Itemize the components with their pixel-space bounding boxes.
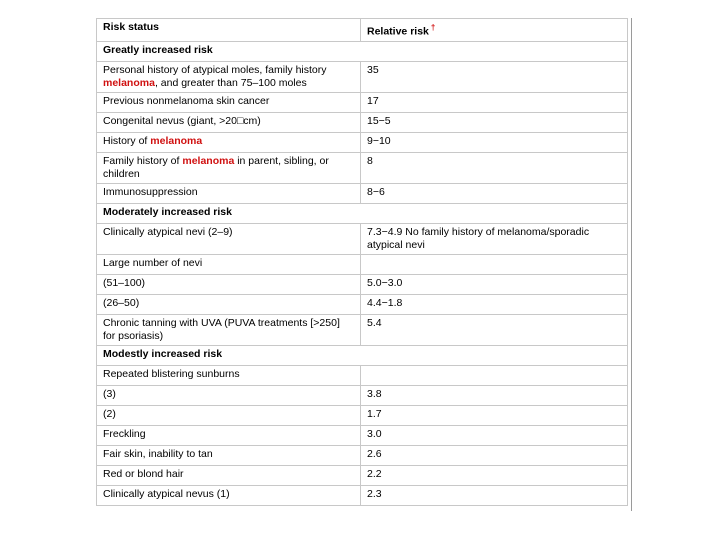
risk-status-cell [97,314,361,345]
risk-status-cell [97,274,361,294]
table-row [97,274,628,294]
status-text: Previous nonmelanoma skin cancer [103,94,270,107]
relative-risk-cell: 3.8 [361,385,628,405]
table-row [97,152,628,183]
table-row [97,92,628,112]
status-text: Red or blond hair [103,467,184,480]
relative-risk-cell: 3.0 [361,425,628,445]
status-text: Chronic tanning with UVA (PUVA treatments [>250] for psoriasis) [103,316,340,342]
risk-table-frame [96,18,632,511]
relative-risk-cell: 7.3−4.9 No family history of melanoma/sporadic atypical nevi [361,223,628,254]
relative-risk-cell [361,254,628,274]
status-text: (3) [103,387,116,400]
risk-status-cell [97,294,361,314]
risk-status-cell [97,92,361,112]
section-header-row [97,203,628,223]
highlighted-term: melanoma [182,154,235,167]
highlighted-term: melanoma [103,76,155,89]
table-row [97,183,628,203]
status-text: History of [103,134,151,147]
table-row [97,314,628,345]
table-row [97,425,628,445]
section-label: Greatly increased risk [97,41,628,61]
header-risk-status: Risk status [97,19,361,42]
risk-status-cell [97,385,361,405]
table-row [97,132,628,152]
risk-status-cell [97,485,361,505]
header-relative-risk-label: Relative risk [367,25,429,38]
table-row [97,485,628,505]
relative-risk-cell: 2.6 [361,445,628,465]
risk-status-cell [97,465,361,485]
status-text: Fair skin, inability to tan [103,447,213,460]
status-text: Congenital nevus (giant, >20□cm) [103,114,261,127]
status-text: Clinically atypical nevus (1) [103,487,230,500]
risk-status-cell [97,254,361,274]
status-text: (51–100) [103,276,146,289]
relative-risk-cell: 1.7 [361,405,628,425]
risk-status-cell [97,183,361,203]
risk-status-cell [97,445,361,465]
relative-risk-cell: 8 [361,152,628,183]
table-row [97,365,628,385]
risk-status-cell [97,223,361,254]
relative-risk-cell: 5.4 [361,314,628,345]
section-header-row [97,345,628,365]
risk-status-cell [97,365,361,385]
relative-risk-cell: 2.3 [361,485,628,505]
risk-status-cell [97,405,361,425]
relative-risk-cell: 5.0−3.0 [361,274,628,294]
status-text: in parent, sibling, or children [103,154,329,180]
status-text: Clinically atypical nevi (2–9) [103,225,233,238]
highlighted-term: melanoma [150,134,203,147]
relative-risk-cell: 4.4−1.8 [361,294,628,314]
section-header-row [97,41,628,61]
status-text: Large number of nevi [103,256,203,269]
table-row [97,385,628,405]
section-label: Moderately increased risk [97,203,628,223]
scrollbar-edge [631,18,632,511]
status-text: , and greater than 75–100 moles [154,76,307,89]
relative-risk-cell [361,365,628,385]
relative-risk-cell: 35 [361,61,628,92]
risk-status-cell [97,112,361,132]
status-text: (26–50) [103,296,140,309]
table-row [97,223,628,254]
risk-status-cell [97,152,361,183]
footnote-marker-link[interactable]: † [430,23,436,32]
table-row [97,112,628,132]
section-label: Modestly increased risk [97,345,628,365]
status-text: Immunosuppression [103,185,198,198]
status-text: (2) [103,407,116,420]
relative-risk-cell: 9−10 [361,132,628,152]
table-row [97,465,628,485]
table-row [97,254,628,274]
status-text: Family history of [103,154,183,167]
table-row [97,294,628,314]
status-text: Freckling [103,427,146,440]
risk-status-cell [97,61,361,92]
relative-risk-cell: 8−6 [361,183,628,203]
table-row [97,445,628,465]
risk-table [96,18,628,506]
relative-risk-cell: 2.2 [361,465,628,485]
relative-risk-cell: 17 [361,92,628,112]
relative-risk-cell: 15−5 [361,112,628,132]
header-relative-risk [361,19,628,42]
status-text: Personal history of atypical moles, family history [103,63,327,76]
status-text: Repeated blistering sunburns [103,367,240,380]
risk-status-cell [97,132,361,152]
table-row [97,405,628,425]
header-row [97,19,628,42]
table-row [97,61,628,92]
risk-status-cell [97,425,361,445]
